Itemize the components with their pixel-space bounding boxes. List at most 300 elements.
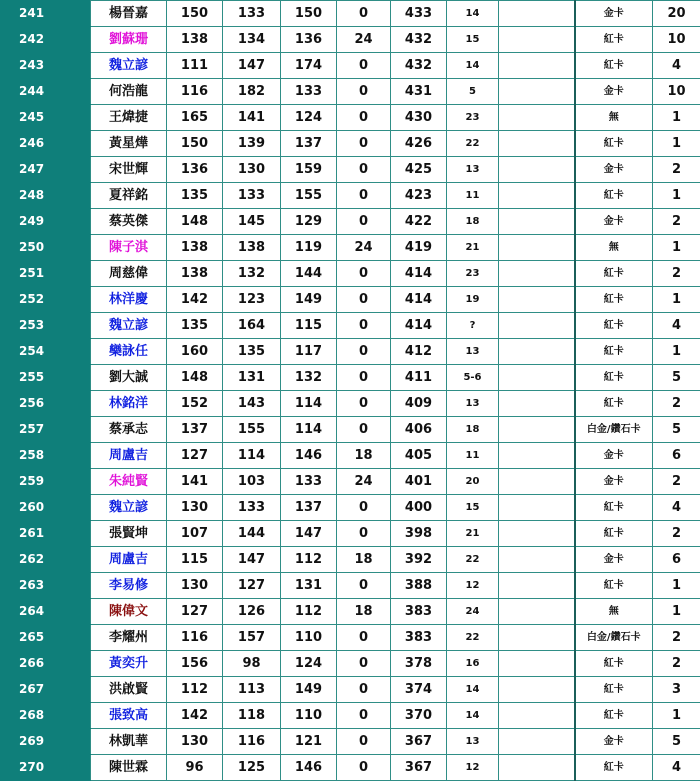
total-score: 430 bbox=[391, 105, 447, 131]
game2-score: 133 bbox=[223, 183, 281, 209]
entry-count: 1 bbox=[653, 703, 700, 729]
handicap-score: 0 bbox=[337, 521, 391, 547]
game3-score: 137 bbox=[281, 131, 337, 157]
blank-cell bbox=[499, 235, 575, 261]
table-row bbox=[1, 391, 700, 417]
age-cell: 12 bbox=[447, 573, 499, 599]
player-name: 劉蘇珊 bbox=[91, 27, 167, 53]
blank-cell bbox=[499, 677, 575, 703]
handicap-score: 0 bbox=[337, 313, 391, 339]
card-type: 金卡 bbox=[575, 469, 653, 495]
game3-score: 147 bbox=[281, 521, 337, 547]
age-cell: 14 bbox=[447, 1, 499, 27]
card-type: 紅卡 bbox=[575, 131, 653, 157]
table-row bbox=[1, 339, 700, 365]
age-cell: 13 bbox=[447, 339, 499, 365]
blank-cell bbox=[499, 495, 575, 521]
game3-score: 110 bbox=[281, 703, 337, 729]
game1-score: 156 bbox=[167, 651, 223, 677]
game1-score: 142 bbox=[167, 287, 223, 313]
age-cell: 14 bbox=[447, 53, 499, 79]
entry-count: 2 bbox=[653, 521, 700, 547]
player-name: 王煒捷 bbox=[91, 105, 167, 131]
game2-score: 123 bbox=[223, 287, 281, 313]
total-score: 405 bbox=[391, 443, 447, 469]
blank-cell bbox=[499, 1, 575, 27]
player-name: 林凱華 bbox=[91, 729, 167, 755]
player-name: 張賢坤 bbox=[91, 521, 167, 547]
player-name: 宋世輝 bbox=[91, 157, 167, 183]
game1-score: 138 bbox=[167, 235, 223, 261]
handicap-score: 0 bbox=[337, 339, 391, 365]
game1-score: 130 bbox=[167, 573, 223, 599]
blank-cell bbox=[499, 625, 575, 651]
entry-count: 20 bbox=[653, 1, 700, 27]
handicap-score: 0 bbox=[337, 287, 391, 313]
total-score: 388 bbox=[391, 573, 447, 599]
entry-count: 5 bbox=[653, 729, 700, 755]
entry-count: 1 bbox=[653, 235, 700, 261]
game3-score: 133 bbox=[281, 469, 337, 495]
handicap-score: 0 bbox=[337, 79, 391, 105]
rank-cell: 269 bbox=[1, 729, 91, 755]
game3-score: 121 bbox=[281, 729, 337, 755]
age-cell: 21 bbox=[447, 235, 499, 261]
total-score: 411 bbox=[391, 365, 447, 391]
game1-score: 165 bbox=[167, 105, 223, 131]
rank-cell: 250 bbox=[1, 235, 91, 261]
handicap-score: 0 bbox=[337, 703, 391, 729]
table-row bbox=[1, 157, 700, 183]
rank-cell: 263 bbox=[1, 573, 91, 599]
rank-cell: 267 bbox=[1, 677, 91, 703]
age-cell: 13 bbox=[447, 391, 499, 417]
game3-score: 149 bbox=[281, 287, 337, 313]
game2-score: 147 bbox=[223, 547, 281, 573]
table-row bbox=[1, 287, 700, 313]
entry-count: 3 bbox=[653, 677, 700, 703]
total-score: 431 bbox=[391, 79, 447, 105]
entry-count: 6 bbox=[653, 547, 700, 573]
rank-cell: 257 bbox=[1, 417, 91, 443]
game1-score: 137 bbox=[167, 417, 223, 443]
rank-cell: 249 bbox=[1, 209, 91, 235]
player-name: 洪啟賢 bbox=[91, 677, 167, 703]
table-row bbox=[1, 495, 700, 521]
player-name: 蔡英傑 bbox=[91, 209, 167, 235]
game3-score: 144 bbox=[281, 261, 337, 287]
rank-cell: 251 bbox=[1, 261, 91, 287]
handicap-score: 0 bbox=[337, 365, 391, 391]
entry-count: 10 bbox=[653, 27, 700, 53]
table-row bbox=[1, 131, 700, 157]
card-type: 白金/鑽石卡 bbox=[575, 417, 653, 443]
total-score: 412 bbox=[391, 339, 447, 365]
game1-score: 127 bbox=[167, 599, 223, 625]
rank-cell: 262 bbox=[1, 547, 91, 573]
card-type: 紅卡 bbox=[575, 495, 653, 521]
entry-count: 1 bbox=[653, 599, 700, 625]
total-score: 409 bbox=[391, 391, 447, 417]
game2-score: 155 bbox=[223, 417, 281, 443]
game2-score: 141 bbox=[223, 105, 281, 131]
table-row bbox=[1, 443, 700, 469]
blank-cell bbox=[499, 183, 575, 209]
entry-count: 2 bbox=[653, 261, 700, 287]
age-cell: ? bbox=[447, 313, 499, 339]
age-cell: 23 bbox=[447, 261, 499, 287]
rank-cell: 255 bbox=[1, 365, 91, 391]
handicap-score: 24 bbox=[337, 27, 391, 53]
game3-score: 129 bbox=[281, 209, 337, 235]
player-name: 夏祥銘 bbox=[91, 183, 167, 209]
game2-score: 126 bbox=[223, 599, 281, 625]
handicap-score: 0 bbox=[337, 417, 391, 443]
blank-cell bbox=[499, 105, 575, 131]
rank-cell: 243 bbox=[1, 53, 91, 79]
game1-score: 142 bbox=[167, 703, 223, 729]
age-cell: 5-6 bbox=[447, 365, 499, 391]
card-type: 金卡 bbox=[575, 209, 653, 235]
game3-score: 155 bbox=[281, 183, 337, 209]
handicap-score: 0 bbox=[337, 729, 391, 755]
game1-score: 152 bbox=[167, 391, 223, 417]
player-name: 周盧吉 bbox=[91, 547, 167, 573]
age-cell: 13 bbox=[447, 157, 499, 183]
age-cell: 5 bbox=[447, 79, 499, 105]
rank-cell: 270 bbox=[1, 755, 91, 781]
player-name: 陳偉文 bbox=[91, 599, 167, 625]
game3-score: 117 bbox=[281, 339, 337, 365]
card-type: 紅卡 bbox=[575, 287, 653, 313]
rank-cell: 266 bbox=[1, 651, 91, 677]
handicap-score: 0 bbox=[337, 495, 391, 521]
card-type: 白金/鑽石卡 bbox=[575, 625, 653, 651]
card-type: 金卡 bbox=[575, 443, 653, 469]
entry-count: 1 bbox=[653, 131, 700, 157]
blank-cell bbox=[499, 53, 575, 79]
age-cell: 18 bbox=[447, 417, 499, 443]
table-row bbox=[1, 1, 700, 27]
blank-cell bbox=[499, 547, 575, 573]
rank-cell: 245 bbox=[1, 105, 91, 131]
card-type: 紅卡 bbox=[575, 521, 653, 547]
card-type: 紅卡 bbox=[575, 183, 653, 209]
age-cell: 19 bbox=[447, 287, 499, 313]
player-name: 林洋慶 bbox=[91, 287, 167, 313]
table-row bbox=[1, 573, 700, 599]
handicap-score: 0 bbox=[337, 573, 391, 599]
game2-score: 143 bbox=[223, 391, 281, 417]
entry-count: 1 bbox=[653, 183, 700, 209]
total-score: 398 bbox=[391, 521, 447, 547]
blank-cell bbox=[499, 755, 575, 781]
game1-score: 148 bbox=[167, 365, 223, 391]
entry-count: 1 bbox=[653, 573, 700, 599]
age-cell: 15 bbox=[447, 495, 499, 521]
game2-score: 116 bbox=[223, 729, 281, 755]
game2-score: 118 bbox=[223, 703, 281, 729]
game3-score: 115 bbox=[281, 313, 337, 339]
age-cell: 23 bbox=[447, 105, 499, 131]
player-name: 李易修 bbox=[91, 573, 167, 599]
game1-score: 160 bbox=[167, 339, 223, 365]
table-row bbox=[1, 417, 700, 443]
handicap-score: 24 bbox=[337, 469, 391, 495]
entry-count: 10 bbox=[653, 79, 700, 105]
game1-score: 138 bbox=[167, 261, 223, 287]
age-cell: 15 bbox=[447, 27, 499, 53]
table-row bbox=[1, 677, 700, 703]
table-row bbox=[1, 365, 700, 391]
handicap-score: 0 bbox=[337, 105, 391, 131]
blank-cell bbox=[499, 703, 575, 729]
player-name: 魏立諺 bbox=[91, 495, 167, 521]
handicap-score: 0 bbox=[337, 1, 391, 27]
game2-score: 135 bbox=[223, 339, 281, 365]
game2-score: 114 bbox=[223, 443, 281, 469]
game2-score: 113 bbox=[223, 677, 281, 703]
age-cell: 22 bbox=[447, 131, 499, 157]
entry-count: 1 bbox=[653, 105, 700, 131]
blank-cell bbox=[499, 157, 575, 183]
card-type: 金卡 bbox=[575, 79, 653, 105]
player-name: 劉大誠 bbox=[91, 365, 167, 391]
age-cell: 20 bbox=[447, 469, 499, 495]
blank-cell bbox=[499, 365, 575, 391]
entry-count: 1 bbox=[653, 339, 700, 365]
total-score: 406 bbox=[391, 417, 447, 443]
age-cell: 22 bbox=[447, 625, 499, 651]
age-cell: 16 bbox=[447, 651, 499, 677]
player-name: 楊晉嘉 bbox=[91, 1, 167, 27]
rank-cell: 247 bbox=[1, 157, 91, 183]
game2-score: 182 bbox=[223, 79, 281, 105]
handicap-score: 0 bbox=[337, 209, 391, 235]
game1-score: 135 bbox=[167, 313, 223, 339]
card-type: 紅卡 bbox=[575, 703, 653, 729]
table-row bbox=[1, 651, 700, 677]
table-row bbox=[1, 599, 700, 625]
player-name: 周盧吉 bbox=[91, 443, 167, 469]
card-type: 紅卡 bbox=[575, 53, 653, 79]
game3-score: 124 bbox=[281, 105, 337, 131]
game2-score: 103 bbox=[223, 469, 281, 495]
rank-cell: 246 bbox=[1, 131, 91, 157]
game1-score: 150 bbox=[167, 131, 223, 157]
rank-cell: 265 bbox=[1, 625, 91, 651]
rank-cell: 260 bbox=[1, 495, 91, 521]
rank-cell: 261 bbox=[1, 521, 91, 547]
game3-score: 124 bbox=[281, 651, 337, 677]
blank-cell bbox=[499, 729, 575, 755]
blank-cell bbox=[499, 339, 575, 365]
handicap-score: 0 bbox=[337, 755, 391, 781]
handicap-score: 0 bbox=[337, 625, 391, 651]
player-name: 李耀州 bbox=[91, 625, 167, 651]
game3-score: 137 bbox=[281, 495, 337, 521]
age-cell: 11 bbox=[447, 443, 499, 469]
age-cell: 21 bbox=[447, 521, 499, 547]
game2-score: 139 bbox=[223, 131, 281, 157]
table-row bbox=[1, 313, 700, 339]
total-score: 423 bbox=[391, 183, 447, 209]
card-type: 無 bbox=[575, 105, 653, 131]
game3-score: 114 bbox=[281, 391, 337, 417]
age-cell: 12 bbox=[447, 755, 499, 781]
game1-score: 112 bbox=[167, 677, 223, 703]
total-score: 414 bbox=[391, 261, 447, 287]
handicap-score: 0 bbox=[337, 183, 391, 209]
entry-count: 4 bbox=[653, 53, 700, 79]
entry-count: 2 bbox=[653, 391, 700, 417]
blank-cell bbox=[499, 79, 575, 105]
game3-score: 133 bbox=[281, 79, 337, 105]
game2-score: 132 bbox=[223, 261, 281, 287]
table-row bbox=[1, 183, 700, 209]
player-name: 黃星燁 bbox=[91, 131, 167, 157]
game1-score: 150 bbox=[167, 1, 223, 27]
total-score: 383 bbox=[391, 625, 447, 651]
blank-cell bbox=[499, 131, 575, 157]
age-cell: 18 bbox=[447, 209, 499, 235]
table-row bbox=[1, 27, 700, 53]
game1-score: 141 bbox=[167, 469, 223, 495]
entry-count: 5 bbox=[653, 417, 700, 443]
game2-score: 164 bbox=[223, 313, 281, 339]
game1-score: 96 bbox=[167, 755, 223, 781]
total-score: 433 bbox=[391, 1, 447, 27]
total-score: 422 bbox=[391, 209, 447, 235]
game1-score: 148 bbox=[167, 209, 223, 235]
game2-score: 145 bbox=[223, 209, 281, 235]
game3-score: 131 bbox=[281, 573, 337, 599]
blank-cell bbox=[499, 391, 575, 417]
game1-score: 111 bbox=[167, 53, 223, 79]
table-row bbox=[1, 261, 700, 287]
entry-count: 4 bbox=[653, 755, 700, 781]
game3-score: 159 bbox=[281, 157, 337, 183]
entry-count: 1 bbox=[653, 287, 700, 313]
player-name: 蔡承志 bbox=[91, 417, 167, 443]
game1-score: 138 bbox=[167, 27, 223, 53]
table-row bbox=[1, 235, 700, 261]
player-name: 陳子淇 bbox=[91, 235, 167, 261]
age-cell: 14 bbox=[447, 703, 499, 729]
blank-cell bbox=[499, 27, 575, 53]
rank-cell: 253 bbox=[1, 313, 91, 339]
handicap-score: 0 bbox=[337, 131, 391, 157]
handicap-score: 18 bbox=[337, 547, 391, 573]
table-row bbox=[1, 547, 700, 573]
player-name: 何浩龍 bbox=[91, 79, 167, 105]
game2-score: 133 bbox=[223, 1, 281, 27]
handicap-score: 0 bbox=[337, 677, 391, 703]
table-row bbox=[1, 53, 700, 79]
card-type: 紅卡 bbox=[575, 339, 653, 365]
blank-cell bbox=[499, 651, 575, 677]
game2-score: 147 bbox=[223, 53, 281, 79]
total-score: 374 bbox=[391, 677, 447, 703]
game3-score: 146 bbox=[281, 755, 337, 781]
blank-cell bbox=[499, 469, 575, 495]
total-score: 383 bbox=[391, 599, 447, 625]
card-type: 金卡 bbox=[575, 157, 653, 183]
total-score: 432 bbox=[391, 27, 447, 53]
game2-score: 125 bbox=[223, 755, 281, 781]
handicap-score: 0 bbox=[337, 261, 391, 287]
total-score: 370 bbox=[391, 703, 447, 729]
blank-cell bbox=[499, 209, 575, 235]
game1-score: 107 bbox=[167, 521, 223, 547]
total-score: 426 bbox=[391, 131, 447, 157]
entry-count: 4 bbox=[653, 495, 700, 521]
game1-score: 135 bbox=[167, 183, 223, 209]
handicap-score: 0 bbox=[337, 651, 391, 677]
total-score: 367 bbox=[391, 729, 447, 755]
card-type: 紅卡 bbox=[575, 27, 653, 53]
total-score: 401 bbox=[391, 469, 447, 495]
total-score: 432 bbox=[391, 53, 447, 79]
game3-score: 149 bbox=[281, 677, 337, 703]
entry-count: 2 bbox=[653, 209, 700, 235]
blank-cell bbox=[499, 573, 575, 599]
handicap-score: 0 bbox=[337, 53, 391, 79]
rank-cell: 248 bbox=[1, 183, 91, 209]
card-type: 紅卡 bbox=[575, 677, 653, 703]
rank-cell: 241 bbox=[1, 1, 91, 27]
player-name: 魏立諺 bbox=[91, 313, 167, 339]
game2-score: 144 bbox=[223, 521, 281, 547]
table-row bbox=[1, 625, 700, 651]
blank-cell bbox=[499, 521, 575, 547]
game3-score: 132 bbox=[281, 365, 337, 391]
card-type: 紅卡 bbox=[575, 261, 653, 287]
handicap-score: 24 bbox=[337, 235, 391, 261]
game1-score: 136 bbox=[167, 157, 223, 183]
game2-score: 98 bbox=[223, 651, 281, 677]
total-score: 425 bbox=[391, 157, 447, 183]
blank-cell bbox=[499, 261, 575, 287]
table-row bbox=[1, 729, 700, 755]
game3-score: 136 bbox=[281, 27, 337, 53]
game2-score: 157 bbox=[223, 625, 281, 651]
age-cell: 13 bbox=[447, 729, 499, 755]
game2-score: 133 bbox=[223, 495, 281, 521]
game3-score: 112 bbox=[281, 599, 337, 625]
game1-score: 116 bbox=[167, 625, 223, 651]
game1-score: 115 bbox=[167, 547, 223, 573]
rank-cell: 254 bbox=[1, 339, 91, 365]
total-score: 414 bbox=[391, 313, 447, 339]
card-type: 金卡 bbox=[575, 547, 653, 573]
card-type: 無 bbox=[575, 599, 653, 625]
game3-score: 150 bbox=[281, 1, 337, 27]
blank-cell bbox=[499, 417, 575, 443]
entry-count: 2 bbox=[653, 157, 700, 183]
player-name: 張致高 bbox=[91, 703, 167, 729]
player-name: 朱純賢 bbox=[91, 469, 167, 495]
card-type: 紅卡 bbox=[575, 651, 653, 677]
entry-count: 2 bbox=[653, 469, 700, 495]
game2-score: 134 bbox=[223, 27, 281, 53]
ranking-rows bbox=[1, 1, 700, 781]
game3-score: 146 bbox=[281, 443, 337, 469]
rank-cell: 242 bbox=[1, 27, 91, 53]
card-type: 紅卡 bbox=[575, 573, 653, 599]
rank-cell: 252 bbox=[1, 287, 91, 313]
card-type: 紅卡 bbox=[575, 391, 653, 417]
